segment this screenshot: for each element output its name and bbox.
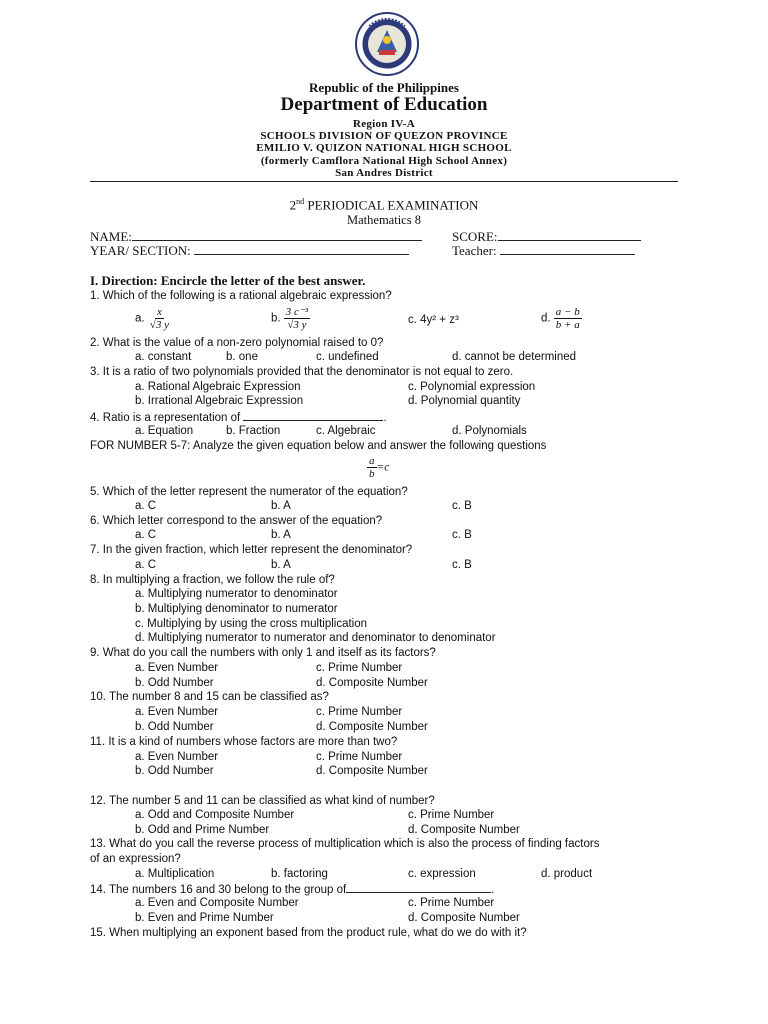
name-field[interactable]: NAME: — [90, 229, 422, 245]
q13-option-d[interactable]: d. product — [541, 868, 593, 880]
q5-stem: 5. Which of the letter represent the numerator of the equation? — [90, 486, 408, 498]
q3-option-b[interactable]: b. Irrational Algebraic Expression — [135, 395, 304, 407]
exam-title: 2nd PERIODICAL EXAMINATION — [289, 197, 479, 213]
equation: $\frac{a}{b}$ =c — [369, 455, 390, 480]
q6-option-b[interactable]: b. A — [271, 529, 291, 541]
year-section-field[interactable]: YEAR/ SECTION: — [90, 243, 409, 259]
q7-option-b[interactable]: b. A — [271, 559, 291, 571]
q9-stem: 9. What do you call the numbers with only 1 and itself as its factors? — [90, 647, 436, 659]
q10-option-b[interactable]: b. Odd Number — [135, 721, 214, 733]
q14-option-a[interactable]: a. Even and Composite Number — [135, 897, 299, 909]
school-heading: EMILIO V. QUIZON NATIONAL HIGH SCHOOL — [256, 142, 512, 154]
division-heading: SCHOOLS DIVISION OF QUEZON PROVINCE — [260, 130, 508, 142]
q9-option-a[interactable]: a. Even Number — [135, 662, 219, 674]
q10-stem: 10. The number 8 and 15 can be classified as? — [90, 691, 329, 703]
q10-option-d[interactable]: d. Composite Number — [316, 721, 428, 733]
q4-option-a[interactable]: a. Equation — [135, 425, 194, 437]
q8-option-a[interactable]: a. Multiplying numerator to denominator — [135, 588, 338, 600]
q12-option-c[interactable]: c. Prime Number — [408, 809, 495, 821]
q6-option-a[interactable]: a. C — [135, 529, 157, 541]
q11-option-c[interactable]: c. Prime Number — [316, 751, 403, 763]
q3-option-d[interactable]: d. Polynomial quantity — [408, 395, 521, 407]
q14-option-b[interactable]: b. Even and Prime Number — [135, 912, 274, 924]
q3-option-a[interactable]: a. Rational Algebraic Expression — [135, 381, 301, 393]
department-heading: Department of Education — [280, 94, 488, 115]
q13-stem-line1: 13. What do you call the reverse process of multiplication which is also the process of finding factors — [90, 838, 600, 850]
q12-option-d[interactable]: d. Composite Number — [408, 824, 520, 836]
q8-option-c[interactable]: c. Multiplying by using the cross multiplication — [135, 618, 368, 630]
q5-option-b[interactable]: b. A — [271, 500, 291, 512]
q2-option-c[interactable]: c. undefined — [316, 351, 379, 363]
for-number-instruction: FOR NUMBER 5-7: Analyze the given equation below and answer the following questions — [90, 440, 547, 452]
q4-option-d[interactable]: d. Polynomials — [452, 425, 527, 437]
formerly-heading: (formerly Camflora National High School Annex) — [260, 155, 508, 167]
q10-option-c[interactable]: c. Prime Number — [316, 706, 403, 718]
score-field[interactable]: SCORE: — [452, 229, 641, 245]
q2-stem: 2. What is the value of a non-zero polynomial raised to 0? — [90, 337, 384, 349]
q13-option-c[interactable]: c. expression — [408, 868, 476, 880]
q11-option-d[interactable]: d. Composite Number — [316, 765, 428, 777]
q3-option-c[interactable]: c. Polynomial expression — [408, 381, 536, 393]
q1-option-c[interactable]: c. 4y² + z³ — [408, 314, 459, 326]
republic-heading: Republic of the Philippines — [309, 80, 459, 95]
q4-stem: 4. Ratio is a representation of . — [90, 409, 387, 425]
q13-stem-line2: of an expression? — [90, 853, 181, 865]
teacher-field[interactable]: Teacher: — [452, 243, 635, 259]
q2-option-b[interactable]: b. one — [226, 351, 258, 363]
district-heading: San Andres District — [335, 167, 433, 179]
q11-option-a[interactable]: a. Even Number — [135, 751, 219, 763]
q5-option-a[interactable]: a. C — [135, 500, 157, 512]
q7-option-c[interactable]: c. B — [452, 559, 472, 571]
q14-option-c[interactable]: c. Prime Number — [408, 897, 495, 909]
q5-option-c[interactable]: c. B — [452, 500, 472, 512]
q12-option-b[interactable]: b. Odd and Prime Number — [135, 824, 270, 836]
header-divider — [90, 181, 678, 182]
q11-stem: 11. It is a kind of numbers whose factors are more than two? — [90, 736, 398, 748]
q11-option-b[interactable]: b. Odd Number — [135, 765, 214, 777]
q9-option-b[interactable]: b. Odd Number — [135, 677, 214, 689]
q9-option-c[interactable]: c. Prime Number — [316, 662, 403, 674]
q8-option-d[interactable]: d. Multiplying numerator to numerator and denominator to denominator — [135, 632, 496, 644]
exam-subject: Mathematics 8 — [347, 213, 421, 227]
q9-option-d[interactable]: d. Composite Number — [316, 677, 428, 689]
q1-option-d[interactable]: d. $\frac{a - b}{b + a}$ — [541, 306, 580, 331]
q1-option-b[interactable]: b. $\frac{\text{3 c⁻³}}{√3 y}$ — [271, 306, 309, 331]
q8-stem: 8. In multiplying a fraction, we follow the rule of? — [90, 574, 335, 586]
q4-option-c[interactable]: c. Algebraic — [316, 425, 376, 437]
q6-option-c[interactable]: c. B — [452, 529, 472, 541]
region-heading: Region IV-A — [352, 118, 416, 130]
q1-option-a[interactable]: a. $\frac{x}{√3 y}$ — [135, 306, 169, 331]
q12-stem: 12. The number 5 and 11 can be classified as what kind of number? — [90, 795, 435, 807]
q7-stem: 7. In the given fraction, which letter represent the denominator? — [90, 544, 413, 556]
q14-option-d[interactable]: d. Composite Number — [408, 912, 520, 924]
q2-option-d[interactable]: d. cannot be determined — [452, 351, 577, 363]
q14-stem: 14. The numbers 16 and 30 belong to the group of . — [90, 881, 494, 897]
q7-option-a[interactable]: a. C — [135, 559, 157, 571]
direction-text: I. Direction: Encircle the letter of the best answer. — [90, 273, 366, 288]
q3-stem: 3. It is a ratio of two polynomials provided that the denominator is not equal to zero. — [90, 366, 514, 378]
q13-option-b[interactable]: b. factoring — [271, 868, 328, 880]
q10-option-a[interactable]: a. Even Number — [135, 706, 219, 718]
q12-option-a[interactable]: a. Odd and Composite Number — [135, 809, 295, 821]
q1-stem: 1. Which of the following is a rational algebraic expression? — [90, 290, 392, 302]
q13-option-a[interactable]: a. Multiplication — [135, 868, 215, 880]
deped-seal-logo — [355, 12, 419, 76]
q2-option-a[interactable]: a. constant — [135, 351, 192, 363]
q8-option-b[interactable]: b. Multiplying denominator to numerator — [135, 603, 338, 615]
q6-stem: 6. Which letter correspond to the answer of the equation? — [90, 515, 383, 527]
q15-stem: 15. When multiplying an exponent based from the product rule, what do we do with it? — [90, 927, 527, 939]
q4-option-b[interactable]: b. Fraction — [226, 425, 281, 437]
